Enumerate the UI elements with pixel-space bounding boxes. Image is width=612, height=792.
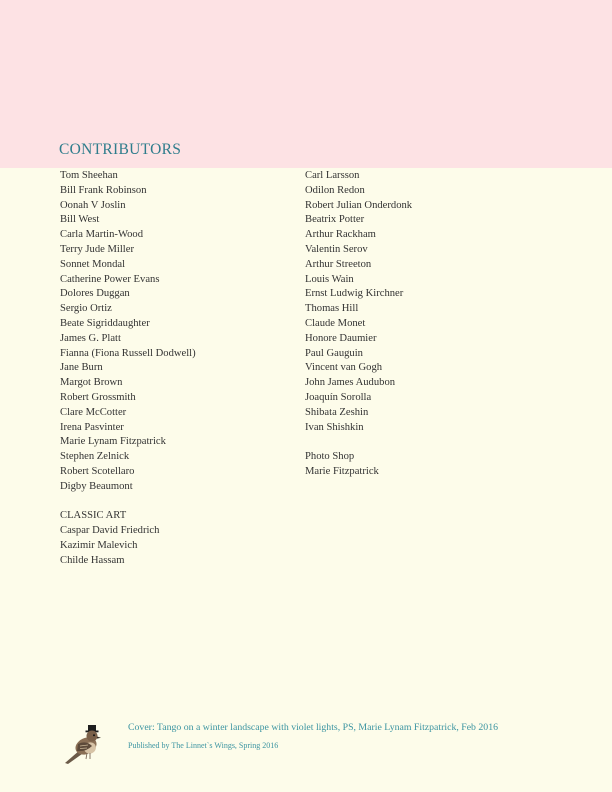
contributor-name: Jane Burn (60, 362, 103, 374)
contributor-name: Fianna (Fiona Russell Dodwell) (60, 347, 196, 359)
artist-name: Honore Daumier (305, 332, 377, 344)
contributor-name: Margot Brown (60, 377, 123, 389)
artist-name: Arthur Streeton (305, 258, 372, 270)
contributor-name: Tom Sheehan (60, 170, 118, 181)
contributor-name: Robert Scotellaro (60, 465, 135, 477)
cover-credit: Cover: Tango on a winter landscape with violet lights, PS, Marie Lynam Fitzpatrick, Feb 2016 (128, 722, 498, 733)
photo-shop-heading: Photo Shop (305, 451, 355, 463)
contributor-name: Carla Martin-Wood (60, 229, 143, 241)
contributor-name: Terry Jude Miller (60, 243, 134, 255)
contributor-name: Clare McCotter (60, 406, 127, 418)
contributor-name: Sergio Ortiz (60, 303, 112, 315)
contributor-name: Marie Lynam Fitzpatrick (60, 436, 166, 448)
contributor-name: Bill West (60, 214, 100, 226)
contributor-name: Oonah V Joslin (60, 199, 126, 211)
artist-name: Joaquín Sorolla (305, 391, 372, 403)
artist-name: Vincent van Gogh (305, 362, 383, 374)
contributor-name: Beate Sigriddaughter (60, 317, 150, 329)
artist-name: John James Audubon (305, 377, 396, 389)
artist-name: Ernst Ludwig Kirchner (305, 288, 404, 300)
contributor-name: Bill Frank Robinson (60, 184, 147, 196)
spacer (60, 495, 196, 510)
artist-name: Beatrix Potter (305, 214, 365, 226)
artist-name: Ivan Shishkin (305, 421, 364, 433)
artist-name: Paul Gauguin (305, 347, 363, 359)
artist-name: Odilon Redon (305, 184, 365, 196)
page-title: CONTRIBUTORS (59, 141, 182, 158)
contributor-name: Stephen Zelnick (60, 451, 130, 463)
bird-with-top-hat-icon (62, 724, 108, 766)
contributor-name: Robert Grossmith (60, 391, 136, 403)
classic-artist-name: Kazimir Malevich (60, 539, 138, 551)
artists-right-column (305, 169, 412, 480)
publisher-credit: Published by The Linnet`s Wings, Spring 2016 (128, 741, 279, 750)
artist-name: Carl Larsson (305, 170, 360, 181)
classic-art-heading: CLASSIC ART (60, 510, 127, 522)
contributor-name: Sonnet Mondal (60, 258, 126, 270)
contributors-left-column (60, 169, 196, 569)
contributor-name: Catherine Power Evans (60, 273, 160, 285)
artist-name: Louis Wain (305, 273, 354, 285)
artist-name: Shibata Zeshin (305, 406, 369, 418)
classic-artist-name: Caspar David Friedrich (60, 525, 160, 537)
contributor-name: James G. Platt (60, 332, 121, 344)
artist-name: Robert Julian Onderdonk (305, 199, 413, 211)
artist-name: Claude Monet (305, 317, 366, 329)
contributor-name: Digby Beaumont (60, 480, 133, 492)
artist-name: Valentin Serov (305, 243, 368, 255)
classic-artist-name: Childe Hassam (60, 554, 125, 566)
artist-name: Thomas Hill (305, 303, 359, 315)
photo-shop-name: Marie Fitzpatrick (305, 465, 379, 477)
spacer (305, 435, 412, 450)
contributor-name: Irena Pasvinter (60, 421, 124, 433)
contributor-name: Dolores Duggan (60, 288, 130, 300)
artist-name: Arthur Rackham (305, 229, 376, 241)
